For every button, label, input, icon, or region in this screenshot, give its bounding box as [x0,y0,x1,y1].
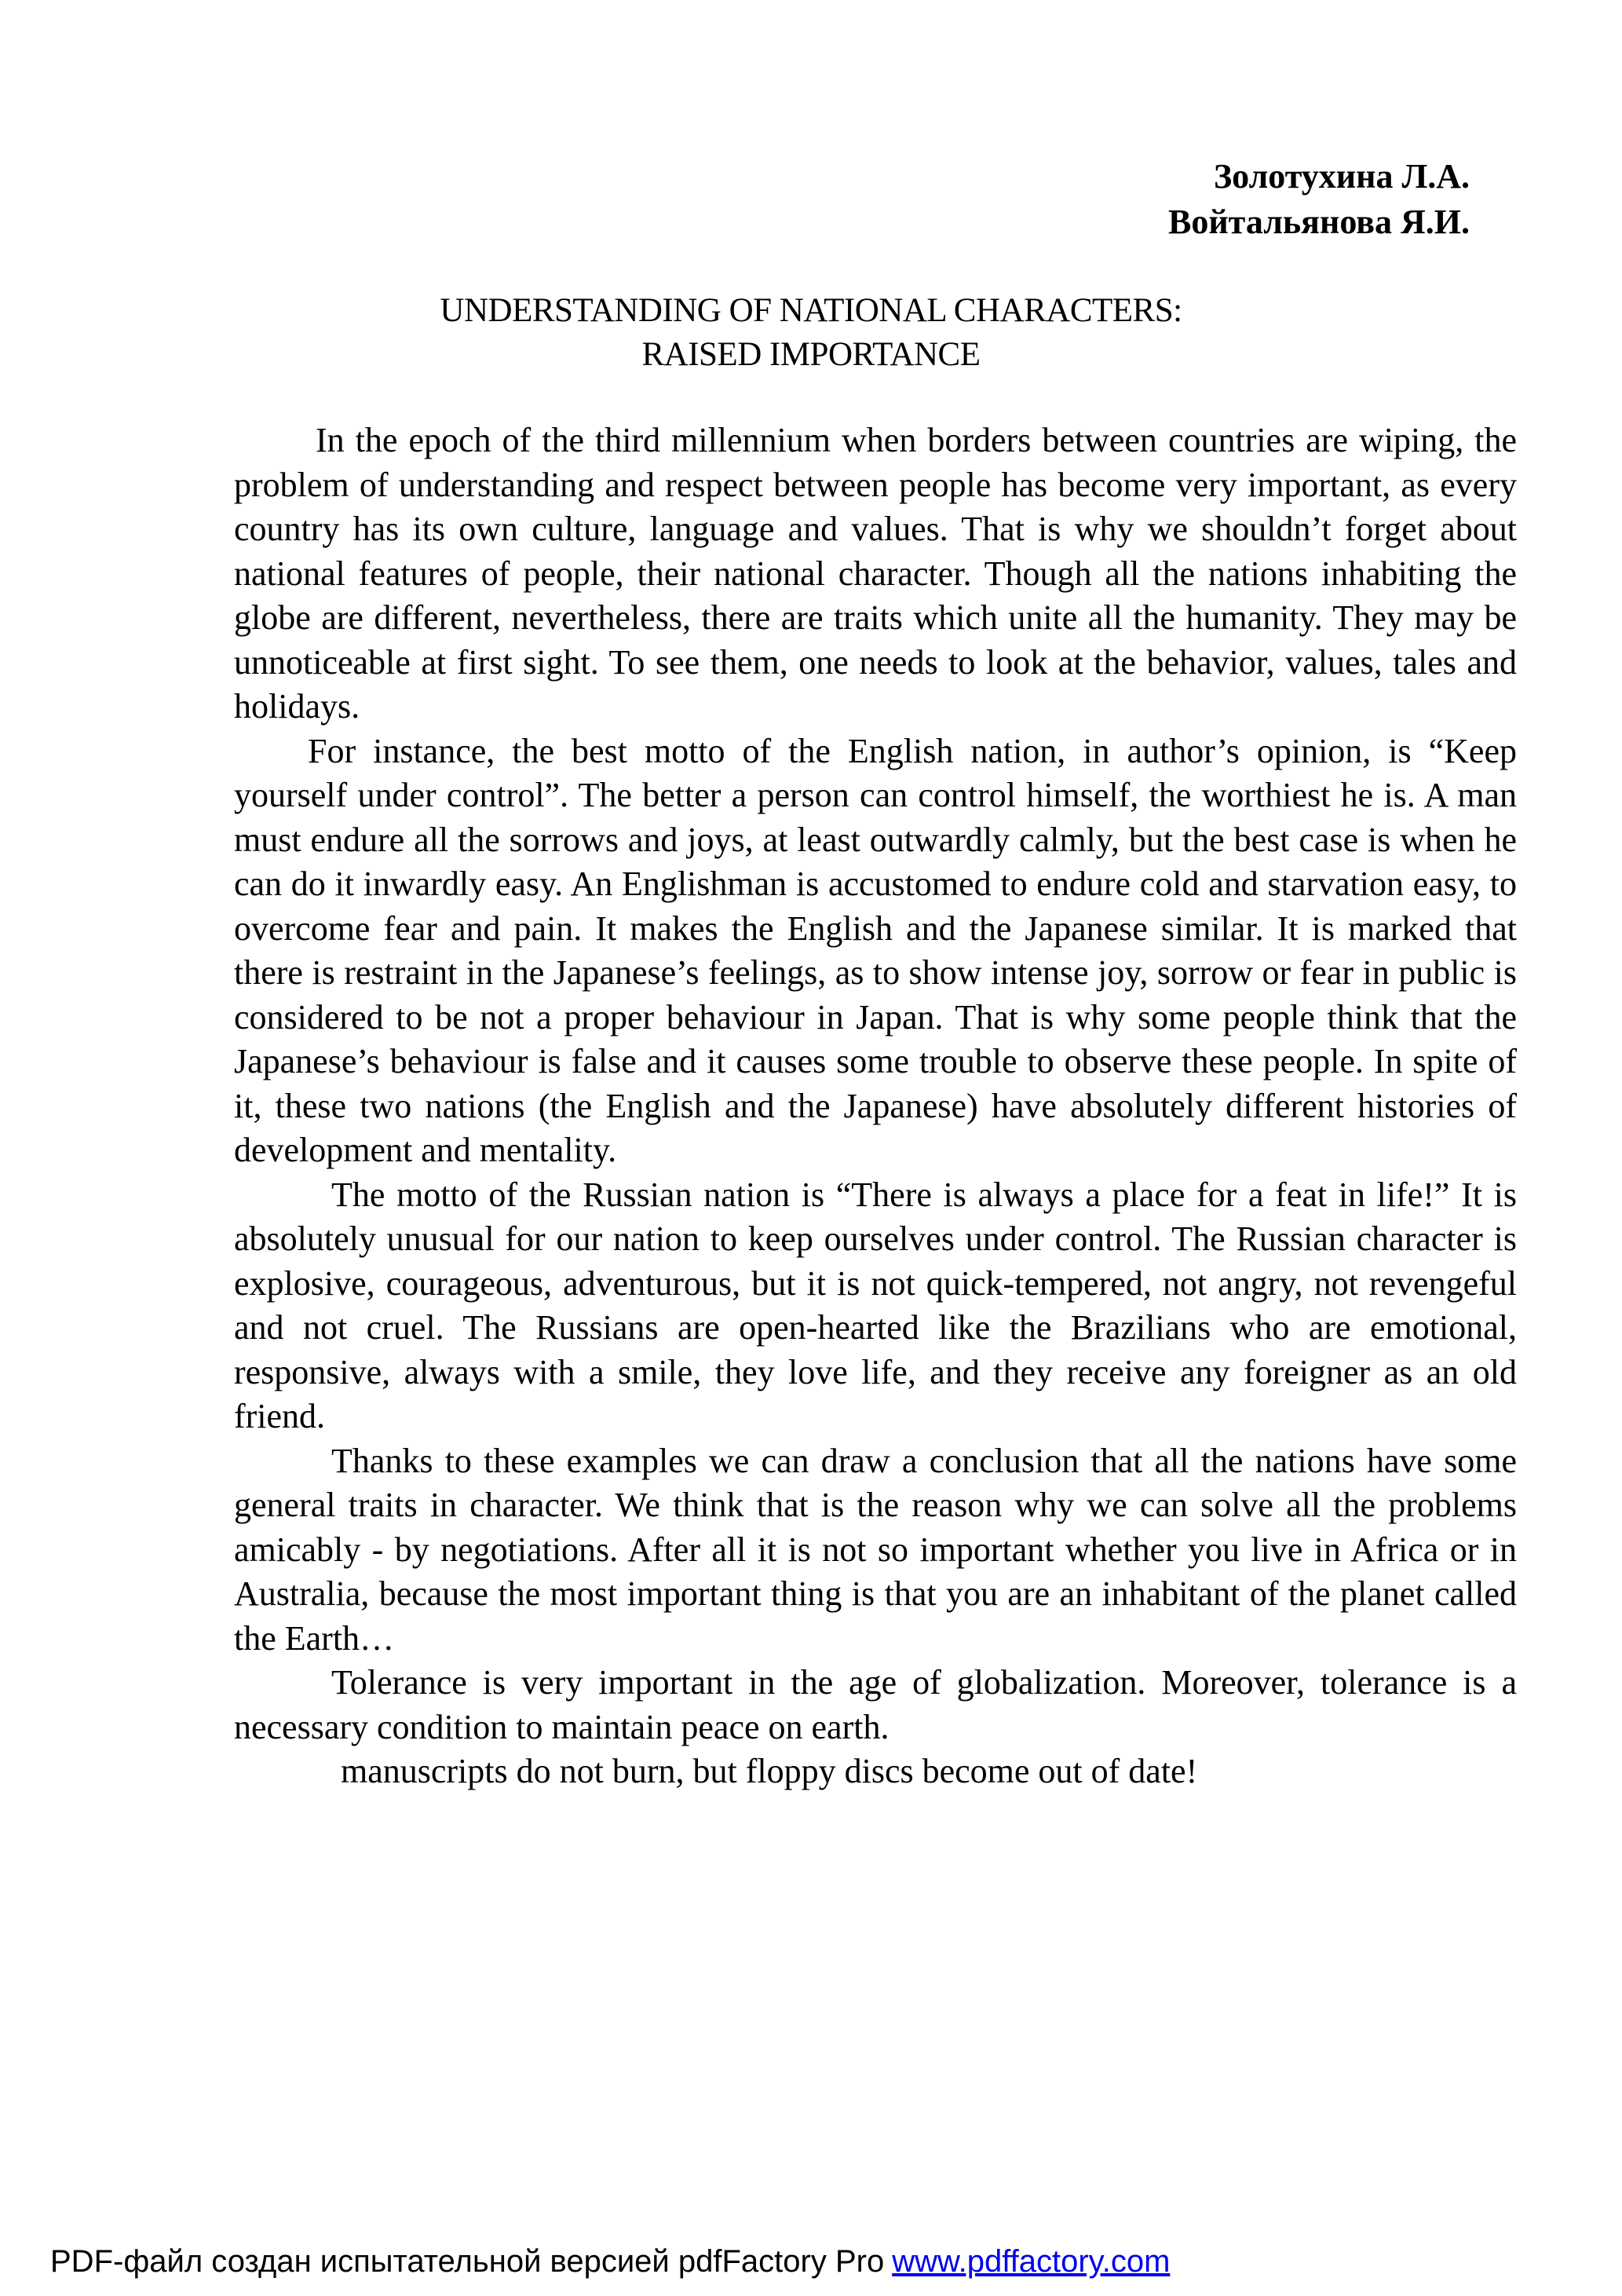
paragraph: The motto of the Russian nation is “There is always a place for a feat in life!” It is absolutely unusual for our nation to keep ourselves under control. The Russian character is explosive, courageous, adventurous, but it is not quick-tempered, not angry, not revengeful and not cruel. The Russians are open-hearted like the Brazilians who are emotional, responsive, always with a smile, they love life, and they receive any foreigner as an old friend. [234,1175,1517,1435]
footer-text: PDF-файл создан испытательной версией pdfFactory Pro [50,2244,885,2279]
paragraph: manuscripts do not burn, but floppy discs become out of date! [341,1752,1198,1790]
paragraph: In the epoch of the third millennium when borders between countries are wiping, the problem of understanding and respect between people has become very important, as every country has its own culture, language and values. That is why we shouldn’t forget about national features of people, their national character. Though all the nations inhabiting the globe are different, nevertheless, there are traits which unite all the humanity. They may be unnoticeable at first sight. To see them, one needs to look at the behavior, values, tales and holidays. [234,421,1517,726]
author-name: Войтальянова Я.И. [1167,203,1470,241]
article-body [234,419,1517,1794]
footer-link[interactable]: www.pdffactory.com [892,2244,1171,2279]
author-block [1168,154,1470,245]
pdf-footer [50,2243,1170,2280]
paragraph: For instance, the best motto of the English nation, in author’s opinion, is “Keep yourself under control”. The better a person can control himself, the worthiest he is. A man must endure all the sorrows and joys, at least outwardly calmly, but the best case is when he can do it inwardly easy. An Englishman is accustomed to endure cold and starvation easy, to overcome fear and pain. It makes the English and the Japanese similar. It is marked that there is restraint in the Japanese’s feelings, as to show intense joy, sorrow or fear in public is considered to be not a proper behaviour in Japan. That is why some people think that the Japanese’s behaviour is false and it causes some trouble to observe these people. In spite of it, these two nations (the English and the Japanese) have absolutely different histories of development and mentality. [234,731,1517,1169]
title-line-2: RAISED IMPORTANCE [641,336,981,373]
article-title [0,289,1622,377]
paragraph: Tolerance is very important in the age of globalization. Moreover, tolerance is a necessary condition to maintain peace on earth. [234,1663,1517,1746]
paragraph: Thanks to these examples we can draw a conclusion that all the nations have some general traits in character. We think that is the reason why we can solve all the problems amicably - by negotiations. After all it is not so important whether you live in Africa or in Australia, because the most important thing is that you are an inhabitant of the planet called the Earth… [234,1441,1517,1658]
title-line-1: UNDERSTANDING OF NATIONAL CHARACTERS: [440,292,1182,329]
author-name: Золотухина Л.А. [1213,157,1470,196]
